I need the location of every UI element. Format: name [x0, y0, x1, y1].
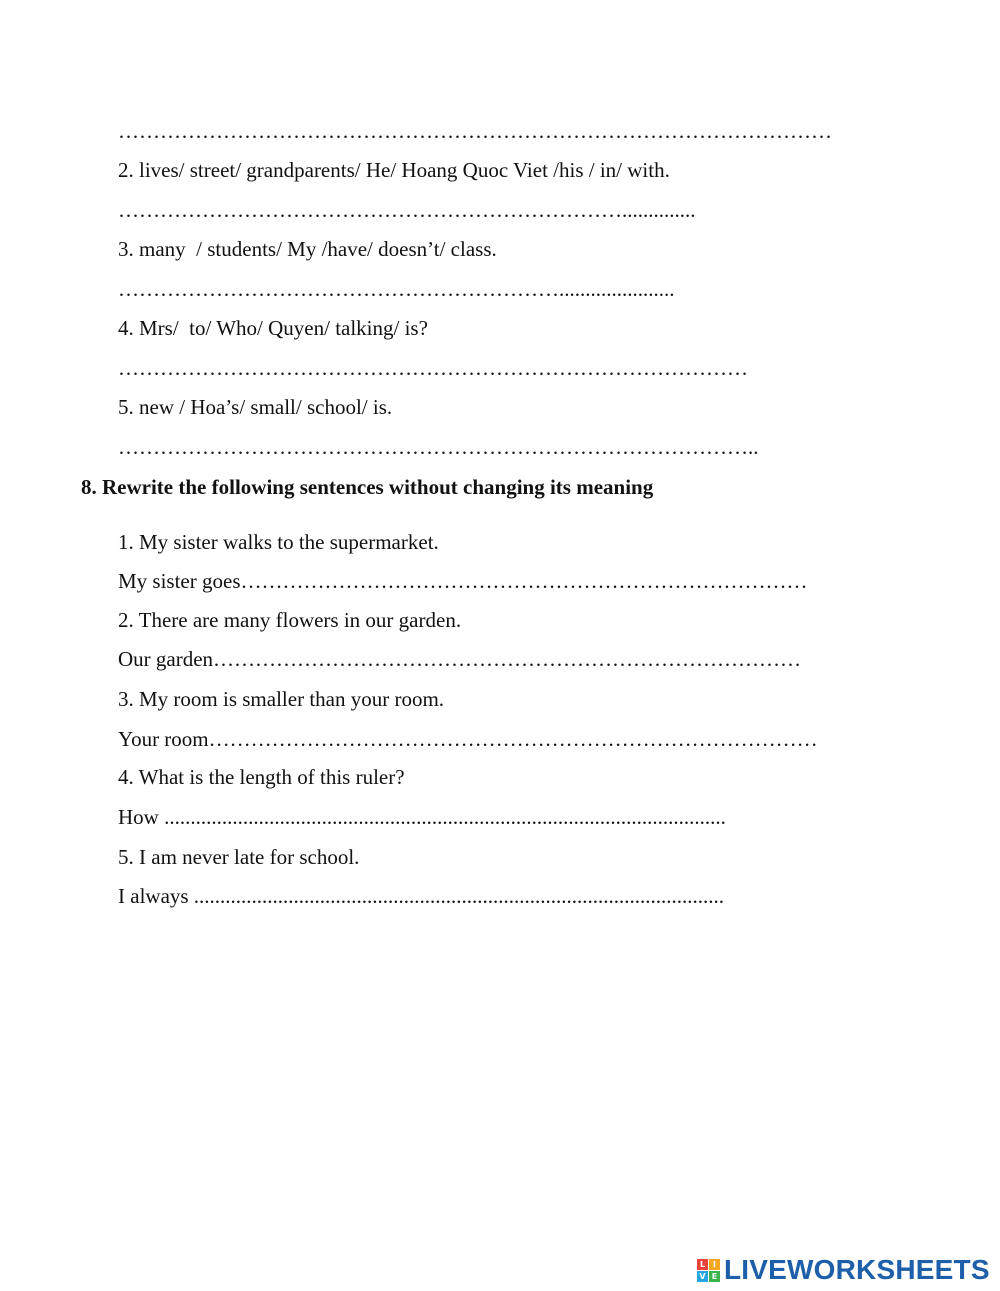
answer-line-5[interactable]: ………………………………………………………………………………..: [118, 435, 759, 459]
logo-block-e: E: [709, 1271, 720, 1282]
logo-block-i: I: [709, 1259, 720, 1270]
rewrite-prompt-5: 5. I am never late for school.: [118, 845, 360, 869]
answer-line-4[interactable]: ………………………………………………………………………………: [118, 356, 748, 380]
logo-blocks-icon: [697, 1259, 720, 1282]
rewrite-answer-5[interactable]: I always .....................................................................................................: [118, 884, 725, 908]
rewrite-prompt-1: 1. My sister walks to the supermarket.: [118, 530, 439, 554]
question-prompt-2: 2. lives/ street/ grandparents/ He/ Hoang Quoc Viet /his / in/ with.: [118, 158, 670, 182]
section-heading: 8. Rewrite the following sentences without changing its meaning: [81, 475, 654, 499]
rewrite-answer-3[interactable]: Your room……………………………………………………………………………: [118, 727, 818, 751]
rewrite-answer-1[interactable]: My sister goes………………………………………………………………………: [118, 569, 808, 593]
answer-line-2[interactable]: ………………………………………………………………..............: [118, 198, 696, 222]
logo-block-l: L: [697, 1259, 708, 1270]
liveworksheets-logo: [697, 1255, 990, 1285]
logo-text: LIVEWORKSHEETS: [724, 1254, 990, 1285]
question-prompt-4: 4. Mrs/ to/ Who/ Quyen/ talking/ is?: [118, 316, 428, 340]
rewrite-prompt-3: 3. My room is smaller than your room.: [118, 687, 445, 711]
question-prompt-3: 3. many / students/ My /have/ doesn’t/ class.: [118, 237, 497, 261]
rewrite-prompt-2: 2. There are many flowers in our garden.: [118, 608, 462, 632]
logo-block-v: V: [697, 1271, 708, 1282]
rewrite-answer-4[interactable]: How ...........................................................................................................: [118, 805, 726, 829]
rewrite-prompt-4: 4. What is the length of this ruler?: [118, 765, 405, 789]
answer-line-3[interactable]: ………………………………………………………......................: [118, 277, 675, 301]
answer-line-1[interactable]: …………………………………………………………………………………………: [118, 119, 832, 143]
question-prompt-5: 5. new / Hoa’s/ small/ school/ is.: [118, 395, 393, 419]
rewrite-answer-2[interactable]: Our garden…………………………………………………………………………: [118, 647, 802, 671]
